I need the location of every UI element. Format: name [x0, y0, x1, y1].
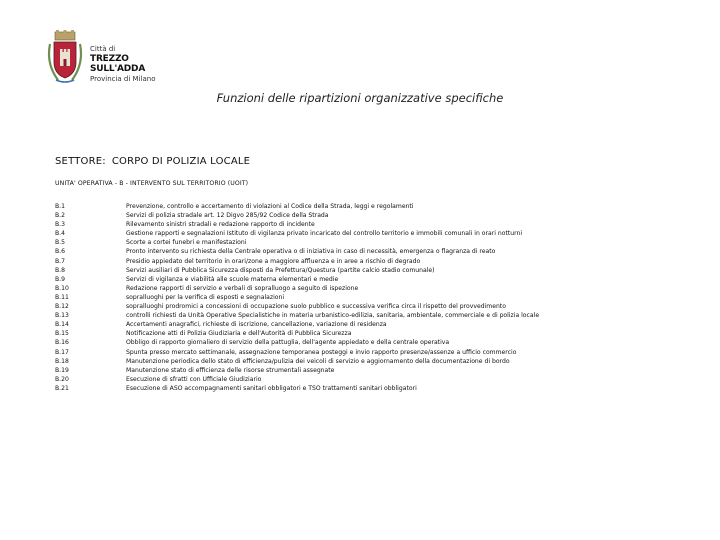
item-description: Esecuzione di ASO accompagnamenti sanitari obbligatori e TSO trattamenti sanitari obbligatori: [126, 384, 417, 392]
item-code: B.18: [55, 357, 69, 365]
item-description: Obbligo di rapporto giornaliero di servizio della pattuglia, dell'agente appiedato e della centrale operativa: [126, 339, 450, 347]
document-title: Funzioni delle ripartizioni organizzative specifiche: [216, 91, 504, 105]
item-description: Presidio appiedato del territorio in orari/zone a maggiore affluenza e in aree a rischio di degrado: [126, 257, 421, 265]
sector-label: SETTORE:: [55, 156, 106, 167]
coat-of-arms-icon: [46, 30, 84, 84]
item-code: B.6: [55, 248, 65, 256]
list-item: [55, 311, 675, 320]
item-code: B.7: [55, 257, 65, 265]
item-code: B.9: [55, 275, 65, 283]
item-code: B.20: [55, 375, 69, 383]
list-item: [55, 220, 675, 229]
logo-line-city-of: Città di: [90, 45, 116, 53]
operative-unit-heading: UNITA' OPERATIVA - B - INTERVENTO SUL TERRITORIO (UOIT): [55, 180, 249, 187]
logo-line-province: Provincia di Milano: [90, 75, 156, 83]
item-code: B.17: [55, 348, 69, 356]
list-item: [55, 302, 675, 311]
item-code: B.14: [55, 321, 69, 329]
functions-list: [55, 202, 675, 393]
item-code: B.12: [55, 303, 69, 311]
item-code: B.15: [55, 330, 69, 338]
item-description: Scorte a cortei funebri e manifestazioni: [126, 239, 247, 247]
item-description: Prevenzione, controllo e accertamento di violazioni al Codice della Strada, leggi e regolamenti: [126, 203, 414, 210]
item-description: Servizi di polizia stradale art. 12 Digvo 285/92 Codice della Strada: [126, 212, 329, 220]
item-code: B.16: [55, 339, 69, 347]
list-item: [55, 284, 675, 293]
item-description: Servizi di vigilanza e viabilità alle scuole materna elementari e medie: [126, 275, 339, 283]
list-item: [55, 275, 675, 284]
item-code: B.10: [55, 284, 69, 292]
item-description: Gestione rapporti e segnalazioni Istituto di vigilanza privato incaricato del controllo territorio e immobili comunali in orari notturni: [126, 230, 523, 238]
item-code: B.19: [55, 366, 69, 374]
list-item: [55, 293, 675, 302]
item-description: Manutenzione periodica dello stato di efficienza/pulizia dei veicoli di servizio e aggiornamento della documentazione di bordo: [126, 357, 510, 365]
item-code: B.21: [55, 384, 69, 392]
list-item: [55, 266, 675, 275]
item-description: Notificazione atti di Polizia Giudiziaria e dell'Autorità di Pubblica Sicurezza: [126, 330, 352, 338]
list-item: [55, 238, 675, 247]
item-description: Pronto intervento su richiesta della Centrale operativa o di iniziativa in caso di necessità, emergenza o flagranza di reato: [126, 248, 496, 256]
item-code: B.13: [55, 312, 69, 320]
item-description: Manutenzione stato di efficienza delle risorse strumentali assegnate: [126, 366, 335, 374]
item-description: Esecuzione di sfratti con Ufficiale Giudiziario: [126, 375, 262, 383]
item-code: B.5: [55, 239, 65, 247]
item-description: Spunta presso mercato settimanale, assegnazione temporanea posteggi e invio rapporto presenze/assenze a ufficio commercio: [126, 348, 517, 356]
item-description: Redazione rapporti di servizio e verbali di sopralluogo a seguito di ispezione: [126, 284, 359, 292]
item-code: B.4: [55, 230, 65, 238]
list-item: [55, 202, 675, 211]
municipality-name: [90, 44, 166, 84]
item-code: B.1: [55, 203, 65, 210]
item-code: B.8: [55, 266, 65, 274]
list-item: [55, 211, 675, 220]
item-description: Accertamenti anagrafici, richieste di iscrizione, cancellazione, variazione di residenza: [126, 321, 387, 329]
municipality-logo: [46, 30, 166, 86]
list-item: [55, 366, 675, 375]
logo-line-town: TREZZO SULL'ADDA: [90, 54, 146, 74]
list-item: [55, 348, 675, 357]
sector-name: CORPO DI POLIZIA LOCALE: [111, 156, 251, 167]
item-description: controlli richiesti da Unità Operative Specialistiche in materia urbanistico-edilizia, sanitaria, ambientale, commerciale e di polizia locale: [126, 312, 540, 320]
item-description: Servizi ausiliari di Pubblica Sicurezza disposti da Prefettura/Questura (partite calcio stadio comunale): [126, 266, 435, 274]
item-code: B.2: [55, 212, 65, 220]
list-item: [55, 375, 675, 384]
list-item: [55, 320, 675, 329]
list-item: [55, 329, 675, 338]
item-code: B.3: [55, 221, 65, 229]
list-item: [55, 384, 675, 393]
list-item: [55, 247, 675, 256]
sector-heading: [55, 156, 250, 167]
item-description: sopralluoghi per la verifica di esposti e segnalazioni: [126, 293, 285, 301]
item-code: B.11: [55, 293, 69, 301]
item-description: sopralluoghi prodromici a concessioni di occupazione suolo pubblico e successiva verifica circa il rispetto del provvedimento: [126, 303, 506, 311]
item-description: Rilevamento sinistri stradali e redazione rapporto di incidente: [126, 221, 315, 229]
list-item: [55, 338, 675, 347]
list-item: [55, 257, 675, 266]
list-item: [55, 357, 675, 366]
list-item: [55, 229, 675, 238]
